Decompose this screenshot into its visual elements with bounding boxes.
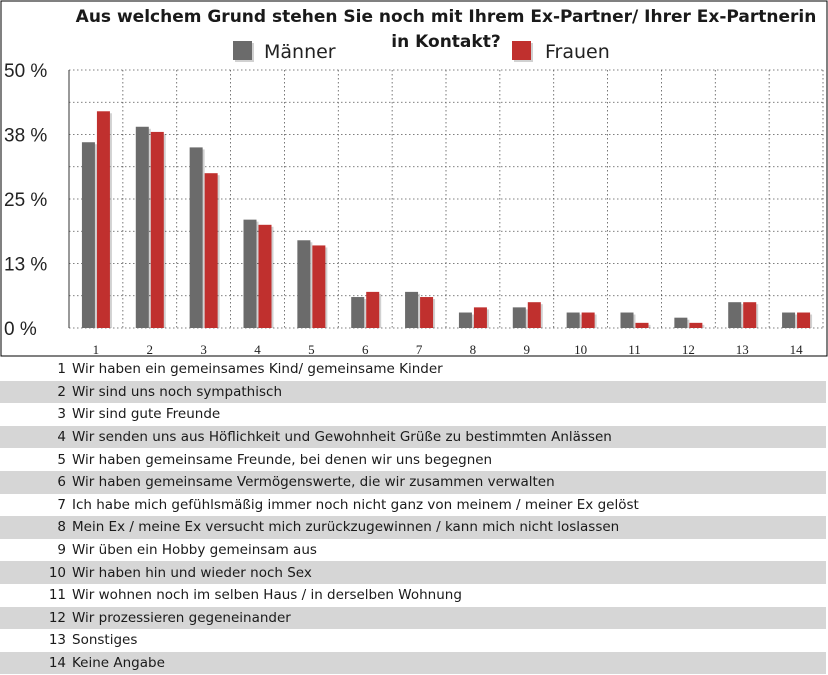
bar-maenner [567,313,580,328]
legend-row-number: 9 [57,542,66,559]
bar-frauen [636,323,649,328]
bar-maenner [674,318,687,328]
chart-title-line2: in Kontakt? [391,32,501,52]
legend-row-text: Wir wohnen noch im selben Haus / in derselben Wohnung [72,587,462,604]
x-tick-label: 2 [146,342,154,357]
bar-maenner [513,307,526,328]
legend-row-text: Wir haben hin und wieder noch Sex [72,561,826,584]
x-tick-label: 1 [92,342,100,357]
bar-maenner [136,127,149,328]
legend-row [0,426,826,449]
legend-row-number: 3 [57,406,66,423]
legend-row-text: Wir sind gute Freunde [72,406,221,423]
legend-row-number: 8 [0,516,72,539]
bar-frauen [689,323,702,328]
y-tick-label: 13 % [4,254,48,276]
legend-label: Männer [264,41,336,63]
legend-row-number: 1 [57,361,66,378]
legend-row-text: Wir haben gemeinsame Freunde, bei denen wir uns begegnen [72,451,493,468]
bar-maenner [244,220,257,328]
x-tick-label: 4 [254,342,261,357]
legend-row-number: 7 [57,496,66,513]
legend-row-text: Wir üben ein Hobby gemeinsam aus [72,542,317,559]
y-tick-label: 50 % [4,61,48,82]
legend-row-number: 5 [57,451,66,468]
legend-row-text: Wir haben gemeinsame Vermögenswerte, die wir zusammen verwalten [72,471,826,494]
legend-row [0,539,826,562]
legend-row-text: Ich habe mich gefühlsmäßig immer noch nicht ganz von meinem / meiner Ex gelöst [72,496,639,513]
bar-frauen [151,132,164,328]
legend-row-text: Wir senden uns aus Höflichkeit und Gewohnheit Grüße zu bestimmten Anlässen [72,426,826,449]
legend-row [0,358,826,381]
x-tick-label: 5 [308,342,315,357]
legend-row-number: 14 [0,652,72,675]
legend-row-number: 13 [48,632,66,649]
legend-row [0,448,826,471]
bar-maenner [405,292,418,328]
legend-swatch [512,41,531,60]
legend-row [0,607,826,630]
legend-row-number: 11 [48,587,66,604]
legend-row-text: Sonstiges [72,632,138,649]
x-tick-label: 6 [361,342,369,357]
x-tick-label: 12 [681,342,695,357]
legend-row [0,652,826,675]
bar-maenner [728,302,741,328]
bar-maenner [621,313,634,328]
bar-frauen [743,302,756,328]
category-legend-table [0,358,826,674]
bar-frauen [582,313,595,328]
legend-row-text: Keine Angabe [72,652,826,675]
x-tick-label: 8 [469,342,477,357]
x-tick-label: 7 [415,342,423,357]
y-tick-label: 25 % [4,190,48,211]
legend-swatch [233,41,252,60]
bar-maenner [351,297,364,328]
legend-row-number: 12 [0,607,72,630]
x-tick-label: 3 [200,342,207,357]
x-tick-label: 11 [628,342,641,357]
y-tick-label: 0 % [4,319,37,340]
bar-frauen [366,292,379,328]
legend-row [0,381,826,404]
bar-maenner [782,313,795,328]
legend-row [0,629,826,652]
x-tick-label: 9 [523,342,531,357]
bar-frauen [205,173,218,328]
legend-row [0,494,826,517]
legend-row-number: 4 [0,426,72,449]
legend-row-text: Wir haben ein gemeinsames Kind/ gemeinsame Kinder [72,361,443,378]
legend-row [0,516,826,539]
legend-row-text: Mein Ex / meine Ex versucht mich zurückzugewinnen / kann mich nicht loslassen [72,516,826,539]
legend-row [0,584,826,607]
bar-maenner [297,240,310,328]
bar-maenner [82,142,95,328]
legend-label: Frauen [545,41,610,63]
legend-row [0,403,826,426]
bar-frauen [797,313,810,328]
bar-maenner [190,147,203,328]
bar-frauen [97,111,110,328]
bar-frauen [474,307,487,328]
legend-row-text: Wir sind uns noch sympathisch [72,381,826,404]
bar-maenner [459,313,472,328]
x-tick-label: 14 [789,342,803,357]
bar-frauen [259,225,272,328]
legend-row-number: 2 [0,381,72,404]
legend-row [0,561,826,584]
legend-row-text: Wir prozessieren gegeneinander [72,607,826,630]
bar-frauen [528,302,541,328]
bar-frauen [420,297,433,328]
bar-frauen [312,245,325,328]
chart-title: Aus welchem Grund stehen Sie noch mit Ihrem Ex-Partner/ Ihrer Ex-Partnerin [75,7,817,27]
x-tick-label: 13 [735,342,749,357]
legend-row-number: 10 [0,561,72,584]
legend-row [0,471,826,494]
legend-row-number: 6 [0,471,72,494]
y-tick-label: 38 % [4,125,48,147]
x-tick-label: 10 [574,342,588,357]
